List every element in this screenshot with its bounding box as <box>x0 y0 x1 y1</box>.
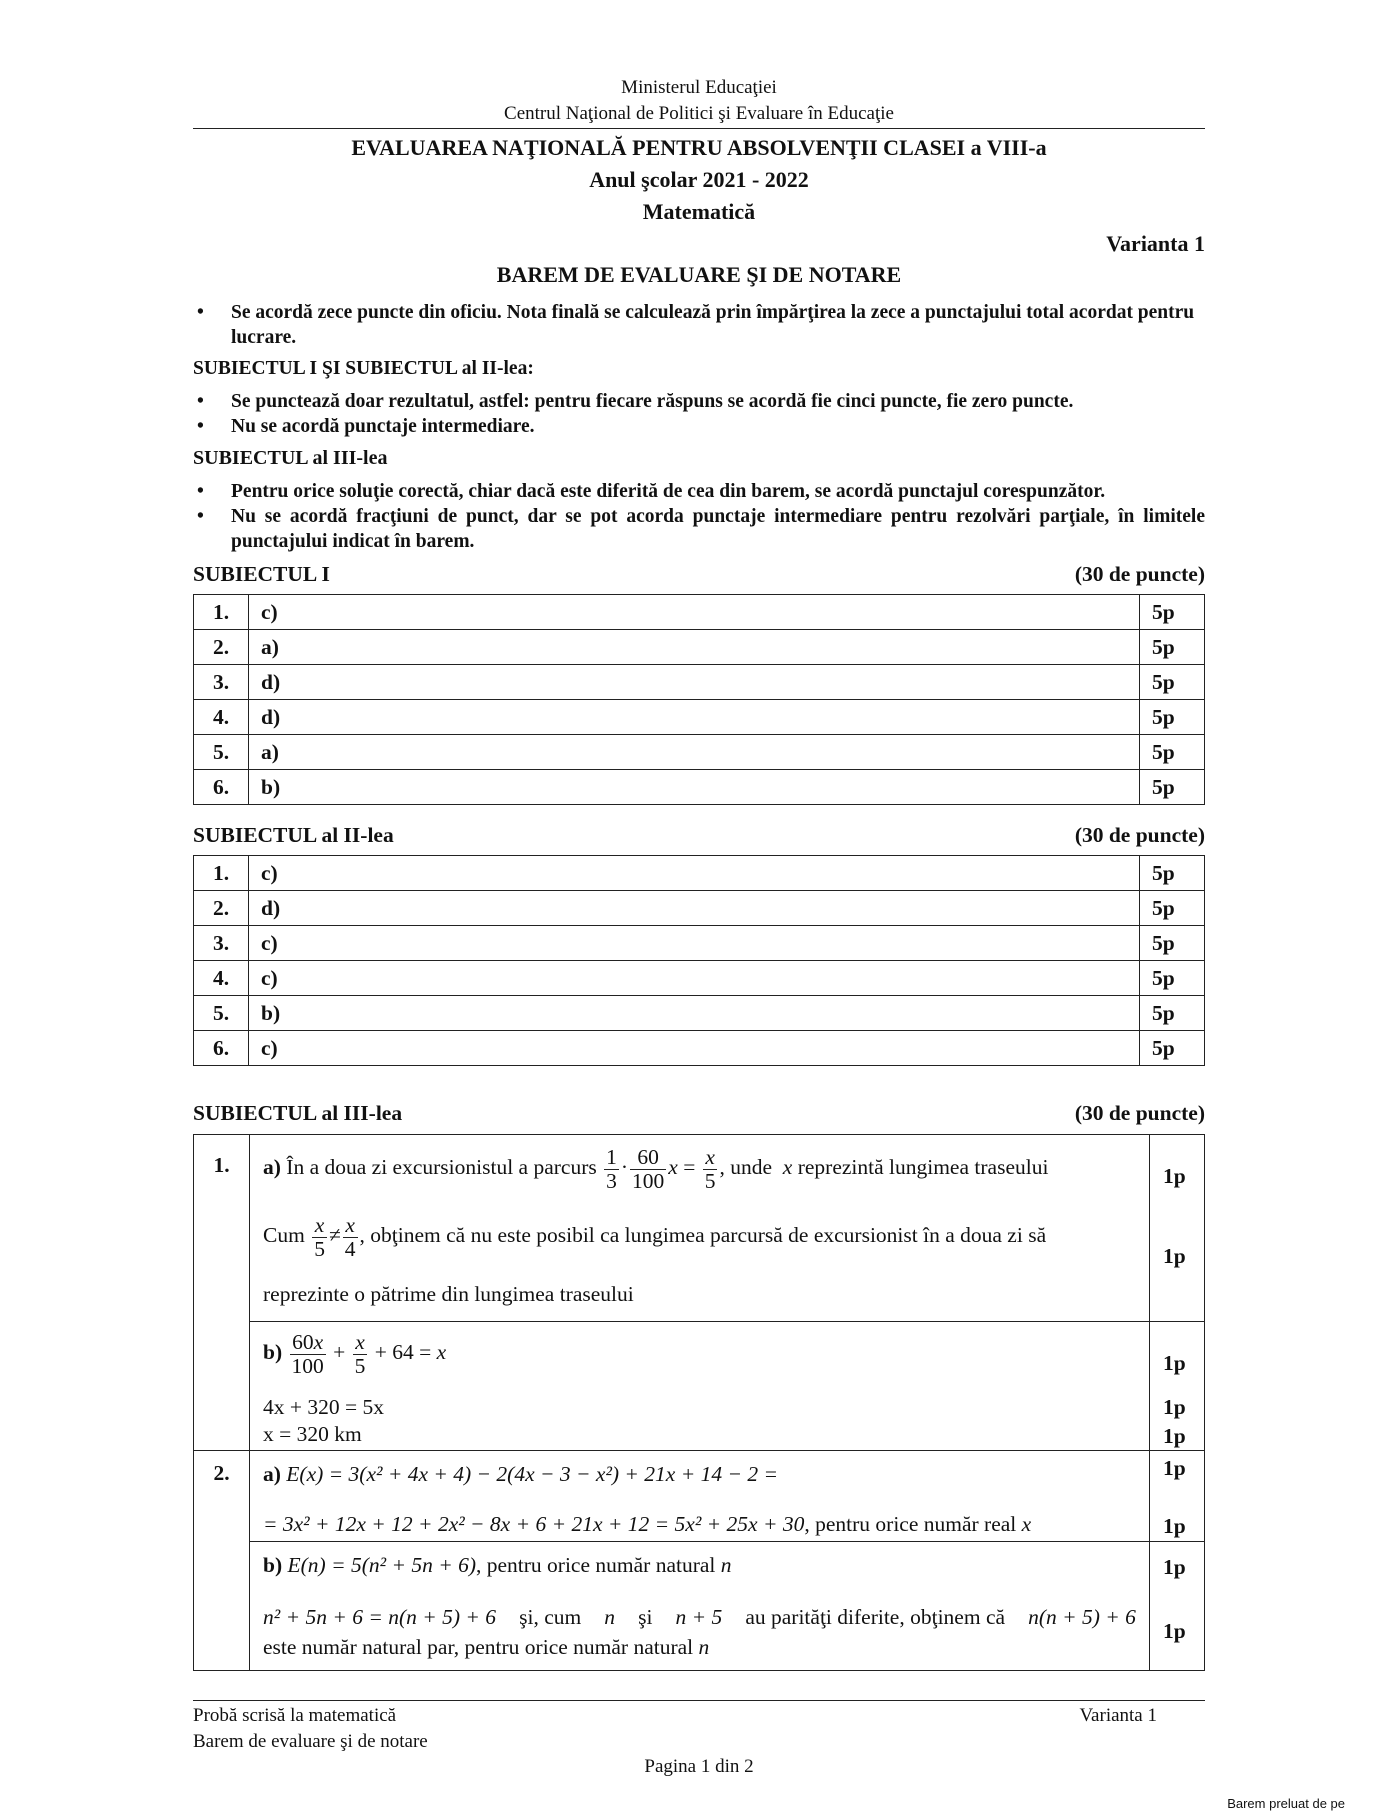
answer-cell: d) <box>249 665 1140 700</box>
table-row <box>194 1031 1205 1066</box>
table-row <box>194 996 1205 1031</box>
center-name: Centrul Naţional de Politici şi Evaluare în Educaţie <box>504 103 894 124</box>
barem-title: BAREM DE EVALUARE ŞI DE NOTARE <box>496 262 902 287</box>
subject3-header <box>193 1101 1205 1126</box>
fraction: $\frac{60x}{100}$ <box>291 1330 324 1378</box>
p1a-text: În a doua zi excursionistul a parcurs <box>286 1155 597 1179</box>
p1a-line3: reprezinte o pătrime din lungimea traseului <box>263 1282 634 1306</box>
page-number: Pagina 1 din 2 <box>644 1756 754 1777</box>
table-row <box>194 891 1205 926</box>
equation: n² + 5n + 6 = n(n + 5) + 6 <box>263 1605 497 1629</box>
points-value: 1p <box>1163 1424 1186 1448</box>
points-value: 1p <box>1163 1619 1186 1643</box>
item-number: 3. <box>194 926 249 961</box>
points-cell: 5p <box>1140 891 1205 926</box>
answer-cell: c) <box>249 961 1140 996</box>
part-label: b) <box>263 1553 283 1577</box>
p1b-line2: 4x + 320 = 5x <box>263 1395 385 1419</box>
subject2-title: SUBIECTUL al II-lea <box>193 823 394 847</box>
subject3-table <box>193 1134 1205 1671</box>
p2a-text: , pentru orice număr real <box>804 1512 1017 1536</box>
general-rules <box>193 300 1205 350</box>
item-number: 1. <box>194 856 249 891</box>
problem2a-cell <box>250 1451 1150 1542</box>
points-value: 1p <box>1163 1351 1186 1375</box>
subject2-points: (30 de puncte) <box>1074 823 1205 847</box>
points-cell: 5p <box>1140 735 1205 770</box>
table-row <box>194 856 1205 891</box>
points-cell: 5p <box>1140 996 1205 1031</box>
fraction: $\frac{60}{100}$ <box>632 1145 665 1193</box>
p1a-line1: a) În a doua zi excursionistul a parcurs $\frac{1}{3}$ · $\frac{60}{100}$ x = $\frac{x}{5}$ , unde x reprezintă lungimea traseului <box>263 1145 1049 1193</box>
points-cell <box>1150 1322 1205 1451</box>
answer-cell: a) <box>249 630 1140 665</box>
fraction: $\frac{x}{5}$ <box>354 1330 366 1378</box>
points-cell: 5p <box>1140 700 1205 735</box>
header-rule <box>193 128 1205 129</box>
points-cell: 5p <box>1140 1031 1205 1066</box>
points-value: 1p <box>1163 1555 1186 1579</box>
rules-i-ii-heading: SUBIECTUL I ŞI SUBIECTUL al II-lea: <box>193 358 534 379</box>
fraction: $\frac{1}{3}$ <box>606 1145 617 1193</box>
fraction: $\frac{x}{5}$ <box>704 1145 716 1193</box>
problem2b-cell <box>250 1542 1150 1671</box>
variant-label: Varianta 1 <box>1106 231 1205 256</box>
source-note: Barem preluat de pe <box>1227 1796 1345 1811</box>
subject3-points: (30 de puncte) <box>1074 1101 1205 1125</box>
answer-cell: d) <box>249 700 1140 735</box>
answer-cell: c) <box>249 926 1140 961</box>
fraction: $\frac{x}{5}$ <box>314 1213 325 1261</box>
rule-item: • Pentru orice soluţie corectă, chiar dacă este diferită de cea din barem, se acordă punctajul corespunzător. <box>193 479 1205 504</box>
item-number: 6. <box>194 770 249 805</box>
subject1-title: SUBIECTUL I <box>193 562 330 586</box>
problem-number: 2. <box>194 1451 250 1671</box>
p2b-text: au parităţi diferite, obţinem că <box>745 1605 1006 1629</box>
rule-item: • Nu se acordă fracţiuni de punct, dar se pot acorda punctaje intermediare pentru rezolvări parţiale, în limitele punctajului indicat în barem. <box>193 504 1205 554</box>
footer-left-1: Probă scrisă la matematică <box>193 1705 397 1726</box>
footer-variant: Varianta 1 <box>1079 1705 1157 1726</box>
points-cell <box>1150 1542 1205 1671</box>
problem2b <box>251 1543 1148 1669</box>
subject2-header <box>193 823 1205 848</box>
subject1-table <box>193 594 1205 805</box>
points-value: 1p <box>1163 1514 1186 1538</box>
rule-item: • Se acordă zece puncte din oficiu. Nota finală se calculează prin împărţirea la zece a punctajului total acordat pentru lucrare. <box>193 300 1205 350</box>
part-label: a) <box>263 1155 281 1179</box>
table-row <box>194 595 1205 630</box>
points-value: 1p <box>1163 1164 1186 1188</box>
points-cell <box>1150 1451 1205 1542</box>
p1a-text: , unde <box>719 1155 773 1179</box>
equation: n(n + 5) + 6 <box>1028 1605 1136 1629</box>
answer-cell: c) <box>249 595 1140 630</box>
table-row <box>194 926 1205 961</box>
subject1-points: (30 de puncte) <box>1074 562 1205 586</box>
p2b-text: şi <box>638 1605 653 1629</box>
problem2a <box>251 1452 1148 1540</box>
item-number: 2. <box>194 891 249 926</box>
subject3-title: SUBIECTUL al III-lea <box>193 1101 403 1125</box>
p2a-line1 <box>263 1462 778 1487</box>
item-number: 4. <box>194 961 249 996</box>
points-cell: 5p <box>1140 961 1205 996</box>
item-number: 4. <box>194 700 249 735</box>
problem1b-cell <box>250 1322 1150 1451</box>
item-number: 3. <box>194 665 249 700</box>
rule-item: • Nu se acordă punctaje intermediare. <box>193 414 1205 439</box>
points-value: 1p <box>1163 1244 1186 1268</box>
points-cell: 5p <box>1140 595 1205 630</box>
p1a-text: reprezintă lungimea traseului <box>797 1155 1049 1179</box>
equation: = 3x² + 12x + 12 + 2x² − 8x + 6 + 21x + 12 = 5x² + 25x + 30 <box>263 1512 805 1536</box>
points-cell: 5p <box>1140 770 1205 805</box>
problem-number: 1. <box>194 1135 250 1451</box>
subject2-table <box>193 855 1205 1066</box>
table-row <box>194 735 1205 770</box>
points-value: 1p <box>1163 1395 1186 1419</box>
table-row <box>194 961 1205 996</box>
p2b-text: , pentru orice număr natural <box>476 1553 716 1577</box>
equation: E(x) = 3(x² + 4x + 4) − 2(4x − 3 − x²) + 21x + 14 − 2 = <box>286 1462 778 1486</box>
points-value: 1p <box>1163 1456 1186 1480</box>
school-year: Anul şcolar 2021 - 2022 <box>589 167 809 192</box>
problem1a <box>251 1136 1148 1320</box>
p1a-line2: Cum $\frac{x}{5}$ ≠ $\frac{x}{4}$ , obţinem că nu este posibil ca lungimea parcursă de excursionist în a doua zi să <box>263 1213 1047 1261</box>
rules-iii <box>193 479 1205 554</box>
answer-cell: d) <box>249 891 1140 926</box>
rules-iii-heading: SUBIECTUL al III-lea <box>193 447 388 469</box>
p2b-line2: n² + 5n + 6 = n(n + 5) + 6 şi, cum n şi n + 5 au parităţi diferite, obţinem că n(n + 5) + 6 <box>263 1605 1136 1629</box>
answer-cell: a) <box>249 735 1140 770</box>
points-cell: 5p <box>1140 630 1205 665</box>
item-number: 1. <box>194 595 249 630</box>
points-cell: 5p <box>1140 665 1205 700</box>
equation: E(n) = 5(n² + 5n + 6) <box>287 1553 476 1577</box>
p1a-text: Cum <box>263 1223 305 1247</box>
item-number: 6. <box>194 1031 249 1066</box>
answer-cell: c) <box>249 1031 1140 1066</box>
p1b-line1: b) $\frac{60x}{100}$ + $\frac{x}{5}$ + 64 = x <box>263 1330 447 1378</box>
item-number: 5. <box>194 735 249 770</box>
p1a-text: , obţinem că nu este posibil ca lungimea parcursă de excursionist în a doua zi să <box>359 1223 1047 1247</box>
subject-name: Matematică <box>642 199 756 224</box>
item-number: 5. <box>194 996 249 1031</box>
exam-title: EVALUAREA NAŢIONALĂ PENTRU ABSOLVENŢII CLASEI a VIII-a <box>351 135 1047 160</box>
p1b-line3: x = 320 km <box>263 1422 362 1446</box>
footer-rule <box>193 1700 1205 1701</box>
ministry-name: Ministerul Educaţiei <box>621 77 777 98</box>
points-cell <box>1150 1135 1205 1322</box>
part-label: a) <box>263 1462 281 1486</box>
problem1b <box>251 1323 1148 1449</box>
answer-cell: b) <box>249 770 1140 805</box>
p2b-line3: este număr natural par, pentru orice număr natural n <box>263 1635 710 1659</box>
item-number: 2. <box>194 630 249 665</box>
table-row <box>194 665 1205 700</box>
fraction: $\frac{x}{4}$ <box>344 1213 356 1261</box>
subject1-header <box>193 562 1205 587</box>
p2b-text: este număr natural par, pentru orice număr natural <box>263 1635 694 1659</box>
p2a-line2: = 3x² + 12x + 12 + 2x² − 8x + 6 + 21x + 12 = 5x² + 25x + 30, pentru orice număr real x <box>263 1512 1032 1536</box>
p2b-text: şi, cum <box>519 1605 582 1629</box>
footer-left-2: Barem de evaluare şi de notare <box>193 1731 428 1752</box>
points-cell: 5p <box>1140 926 1205 961</box>
rule-item: • Se punctează doar rezultatul, astfel: pentru fiecare răspuns se acordă fie cinci puncte, fie zero puncte. <box>193 389 1205 414</box>
problem1a-cell <box>250 1135 1150 1322</box>
part-label: b) <box>263 1340 283 1364</box>
answer-cell: c) <box>249 856 1140 891</box>
points-cell: 5p <box>1140 856 1205 891</box>
rules-i-ii <box>193 389 1205 439</box>
table-row <box>194 630 1205 665</box>
table-row <box>194 700 1205 735</box>
answer-cell: b) <box>249 996 1140 1031</box>
p2b-line1: b) E(n) = 5(n² + 5n + 6), pentru orice număr natural n <box>263 1553 732 1577</box>
table-row <box>194 770 1205 805</box>
